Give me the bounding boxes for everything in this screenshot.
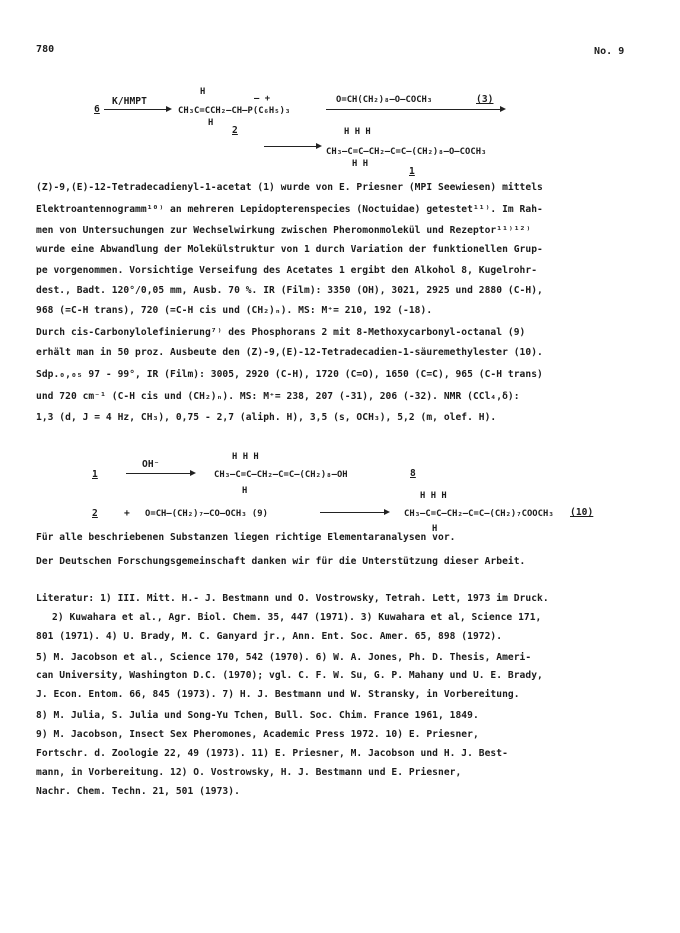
- text-line: dest., Badt. 120°/0,05 mm, Ausb. 70 %. IR (Film): 3350 (OH), 3021, 2925 und 2880 (C-H),: [36, 285, 543, 296]
- arrowhead: [190, 470, 196, 476]
- issue-number: No. 9: [594, 46, 625, 57]
- reference-line: 5) M. Jacobson et al., Science 170, 542 (1970). 6) W. A. Jones, Ph. D. Thesis, Ameri-: [36, 652, 532, 663]
- scheme1-reagent: K/HMPT: [112, 96, 147, 107]
- scheme2-prod2-h-top: H H H: [420, 491, 447, 501]
- closing-line: Für alle beschriebenen Substanzen liegen richtige Elementaranalysen vor.: [36, 532, 456, 543]
- ylide-h-bottom: H: [208, 118, 214, 128]
- scheme2-prod2-formula: CH₃–C=C–CH₂–C=C–(CH₂)₇COOCH₃: [404, 509, 554, 519]
- reaction-arrow: [126, 473, 190, 474]
- scheme2-prod1-h-top: H H H: [232, 452, 259, 462]
- arrowhead: [316, 143, 322, 149]
- reference-line: 9) M. Jacobson, Insect Sex Pheromones, Academic Press 1972. 10) E. Priesner,: [36, 729, 479, 740]
- product-number: 1: [409, 166, 415, 177]
- reaction-arrow: [264, 146, 316, 147]
- text-line: erhält man in 50 proz. Ausbeute den (Z)-9,(E)-12-Tetradecadien-1-säuremethylester (10).: [36, 347, 543, 358]
- product-h-bottom: H H: [352, 159, 369, 169]
- scheme2-prod1-number: 8: [410, 468, 416, 479]
- scheme2-prod1-formula: CH₃–C=C–CH₂–C=C–(CH₂)₈–OH: [214, 470, 348, 480]
- reaction-arrow: [104, 109, 166, 110]
- scheme2-reactant2-number: 2: [92, 508, 98, 519]
- page-number: 780: [36, 44, 55, 55]
- reference-line: J. Econ. Entom. 66, 845 (1973). 7) H. J. Bestmann und W. Stransky, in Vorbereitung.: [36, 689, 520, 700]
- reaction-arrow: [320, 512, 384, 513]
- text-line: 968 (=C-H trans), 720 (=C-H cis und (CH₂)ₙ). MS: M⁺= 210, 192 (-18).: [36, 305, 433, 316]
- aldehyde-number: (3): [476, 94, 494, 105]
- text-line: pe vorgenommen. Vorsichtige Verseifung des Acetates 1 ergibt den Alkohol 8, Kugelrohr-: [36, 265, 538, 276]
- text-line: wurde eine Abwandlung der Molekülstruktur von 1 durch Variation der funktionellen Grup-: [36, 244, 543, 255]
- aldehyde-reagent: O=CH(CH₂)₈–O–COCH₃: [336, 95, 433, 105]
- arrowhead: [166, 106, 172, 112]
- reference-line: 801 (1971). 4) U. Brady, M. C. Ganyard jr., Ann. Ent. Soc. Amer. 65, 898 (1972).: [36, 631, 503, 642]
- scheme1-reactant-number: 6: [94, 104, 100, 115]
- reference-line: 8) M. Julia, S. Julia und Song-Yu Tchen, Bull. Soc. Chim. France 1961, 1849.: [36, 710, 479, 721]
- ylide-formula: CH₃C=CCH₂–CH–P(C₆H₅)₃: [178, 106, 291, 116]
- ylide-charges: ‒ +: [254, 94, 271, 104]
- ylide-number: 2: [232, 125, 238, 136]
- scheme2-reagent2: O=CH–(CH₂)₇–CO–OCH₃ (9): [145, 509, 268, 519]
- reference-line: can University, Washington D.C. (1970); vgl. C. F. W. Su, G. P. Mahany und U. E. Brady,: [36, 670, 543, 681]
- product-h-top: H H H: [344, 127, 371, 137]
- arrowhead: [500, 106, 506, 112]
- arrowhead: [384, 509, 390, 515]
- scheme2-reagent1: OH⁻: [142, 459, 160, 470]
- reaction-arrow: [326, 109, 500, 110]
- text-line: Sdp.₀,₀₅ 97 - 99°, IR (Film): 3005, 2920 (C-H), 1720 (C=O), 1650 (C=C), 965 (C-H trans): [36, 369, 543, 380]
- text-line: Durch cis-Carbonylolefinierung⁷⁾ des Phosphorans 2 mit 8-Methoxycarbonyl-octanal (9): [36, 327, 526, 338]
- reference-line: Fortschr. d. Zoologie 22, 49 (1973). 11) E. Priesner, M. Jacobson und H. J. Best-: [36, 748, 508, 759]
- reference-line: Nachr. Chem. Techn. 21, 501 (1973).: [36, 786, 240, 797]
- scheme2-prod1-h-bottom: H: [242, 486, 248, 496]
- text-line: Elektroantennogramm¹⁰⁾ an mehreren Lepidopterenspecies (Noctuidae) getestet¹¹⁾. Im Rah-: [36, 204, 543, 215]
- text-line: (Z)-9,(E)-12-Tetradecadienyl-1-acetat (1) wurde von E. Priesner (MPI Seewiesen) mittels: [36, 182, 543, 193]
- ylide-h-top: H: [200, 87, 206, 97]
- reference-line: 2) Kuwahara et al., Agr. Biol. Chem. 35, 447 (1971). 3) Kuwahara et al, Science 171,: [52, 612, 542, 623]
- text-line: 1,3 (d, J = 4 Hz, CH₃), 0,75 - 2,7 (aliph. H), 3,5 (s, OCH₃), 5,2 (m, olef. H).: [36, 412, 497, 423]
- text-line: men von Untersuchungen zur Wechselwirkung zwischen Pheromonmolekül und Rezeptor¹¹⁾¹²⁾: [36, 225, 532, 236]
- scheme2-prod2-h-bottom: H: [432, 524, 438, 534]
- reference-line: mann, in Vorbereitung. 12) O. Vostrowsky, H. J. Bestmann und E. Priesner,: [36, 767, 462, 778]
- scheme2-reactant1-number: 1: [92, 469, 98, 480]
- text-line: und 720 cm⁻¹ (C-H cis und (CH₂)ₙ). MS: M⁺= 238, 207 (-31), 206 (-32). NMR (CCl₄,δ):: [36, 391, 520, 402]
- product-formula: CH₃–C=C–CH₂–C=C–(CH₂)₈–O–COCH₃: [326, 147, 487, 157]
- scheme2-prod2-number: (10): [570, 507, 594, 518]
- scheme2-plus: +: [124, 508, 130, 519]
- reference-line: Literatur: 1) III. Mitt. H.- J. Bestmann und O. Vostrowsky, Tetrah. Lett, 1973 im Druck.: [36, 593, 549, 604]
- acknowledgement-line: Der Deutschen Forschungsgemeinschaft danken wir für die Unterstützung dieser Arbeit.: [36, 556, 526, 567]
